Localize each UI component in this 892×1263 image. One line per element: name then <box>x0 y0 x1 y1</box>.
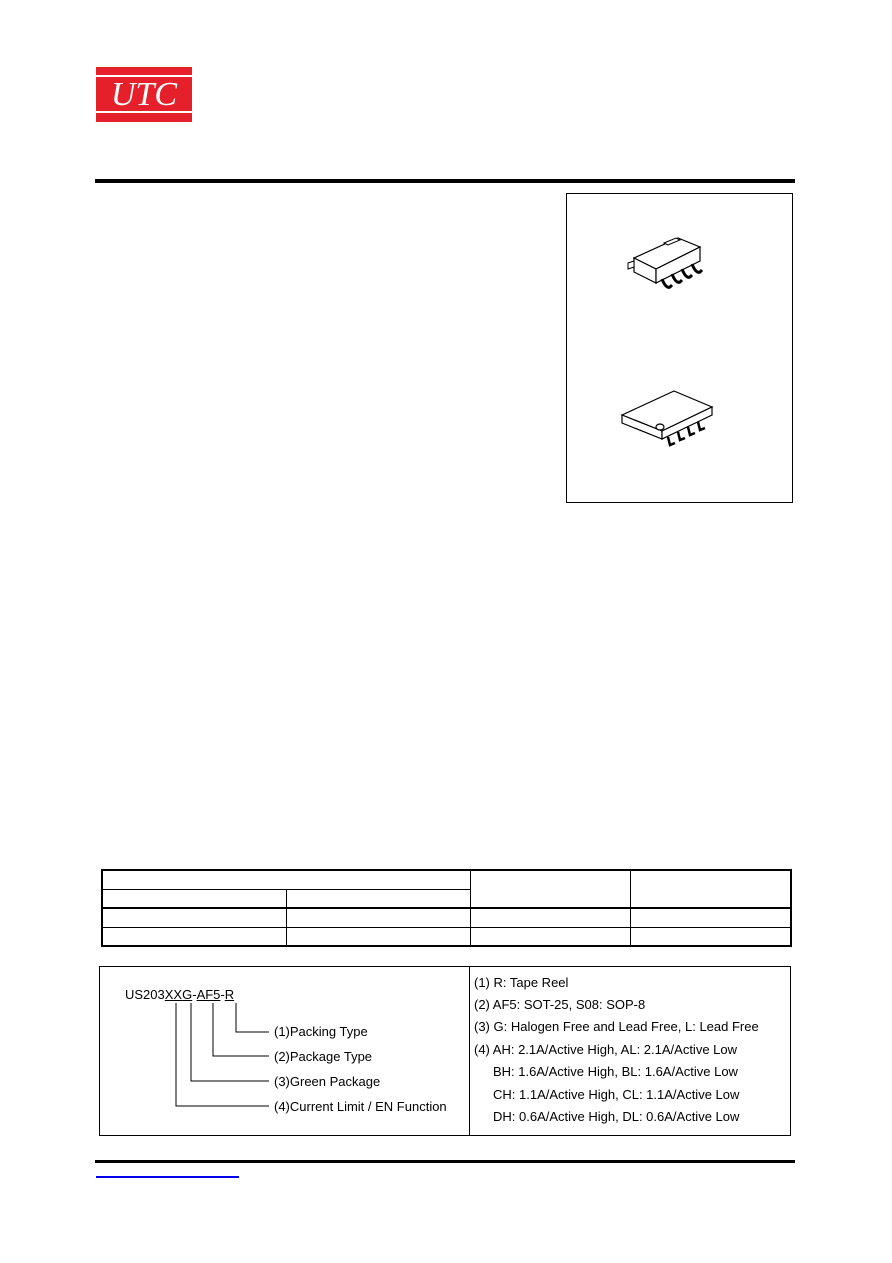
sop8-package-image <box>614 385 719 450</box>
legend-line: (4) AH: 2.1A/Active High, AL: 2.1A/Active Low <box>474 1042 738 1057</box>
table-cell <box>470 908 630 927</box>
label-package-type: (2)Package Type <box>274 1049 373 1064</box>
footer-link[interactable] <box>96 1176 239 1178</box>
legend-line: CH: 1.1A/Active High, CL: 1.1A/Active Low <box>493 1087 740 1102</box>
label-green-package: (3)Green Package <box>274 1074 381 1089</box>
legend-line: (1) R: Tape Reel <box>474 975 569 990</box>
table-cell <box>630 927 791 946</box>
part-number-divider <box>469 966 470 1136</box>
table-cell <box>102 908 286 927</box>
sot25-package-image <box>620 233 710 295</box>
table-header-cell <box>630 870 791 908</box>
legend-line: BH: 1.6A/Active High, BL: 1.6A/Active Low <box>493 1064 738 1079</box>
table-header-cell <box>102 889 286 908</box>
svg-text:UTC: UTC <box>110 76 178 113</box>
header-rule <box>95 179 795 183</box>
ordering-table <box>101 869 792 947</box>
table-cell <box>102 927 286 946</box>
legend-line: DH: 0.6A/Active High, DL: 0.6A/Active Low <box>493 1109 740 1124</box>
table-cell <box>286 908 470 927</box>
table-cell <box>470 927 630 946</box>
utc-logo <box>96 67 192 122</box>
table-cell <box>630 908 791 927</box>
table-header-cell <box>286 889 470 908</box>
table-cell <box>286 927 470 946</box>
table-header-cell <box>470 870 630 908</box>
part-number-code: US203XXG-AF5-R <box>125 987 235 1002</box>
table-header-cell <box>102 870 470 889</box>
footer-rule <box>95 1160 795 1163</box>
label-current-limit: (4)Current Limit / EN Function <box>274 1099 447 1114</box>
legend-line: (2) AF5: SOT-25, S08: SOP-8 <box>474 997 646 1012</box>
legend-line: (3) G: Halogen Free and Lead Free, L: Lead Free <box>474 1019 759 1034</box>
label-packing-type: (1)Packing Type <box>274 1024 368 1039</box>
